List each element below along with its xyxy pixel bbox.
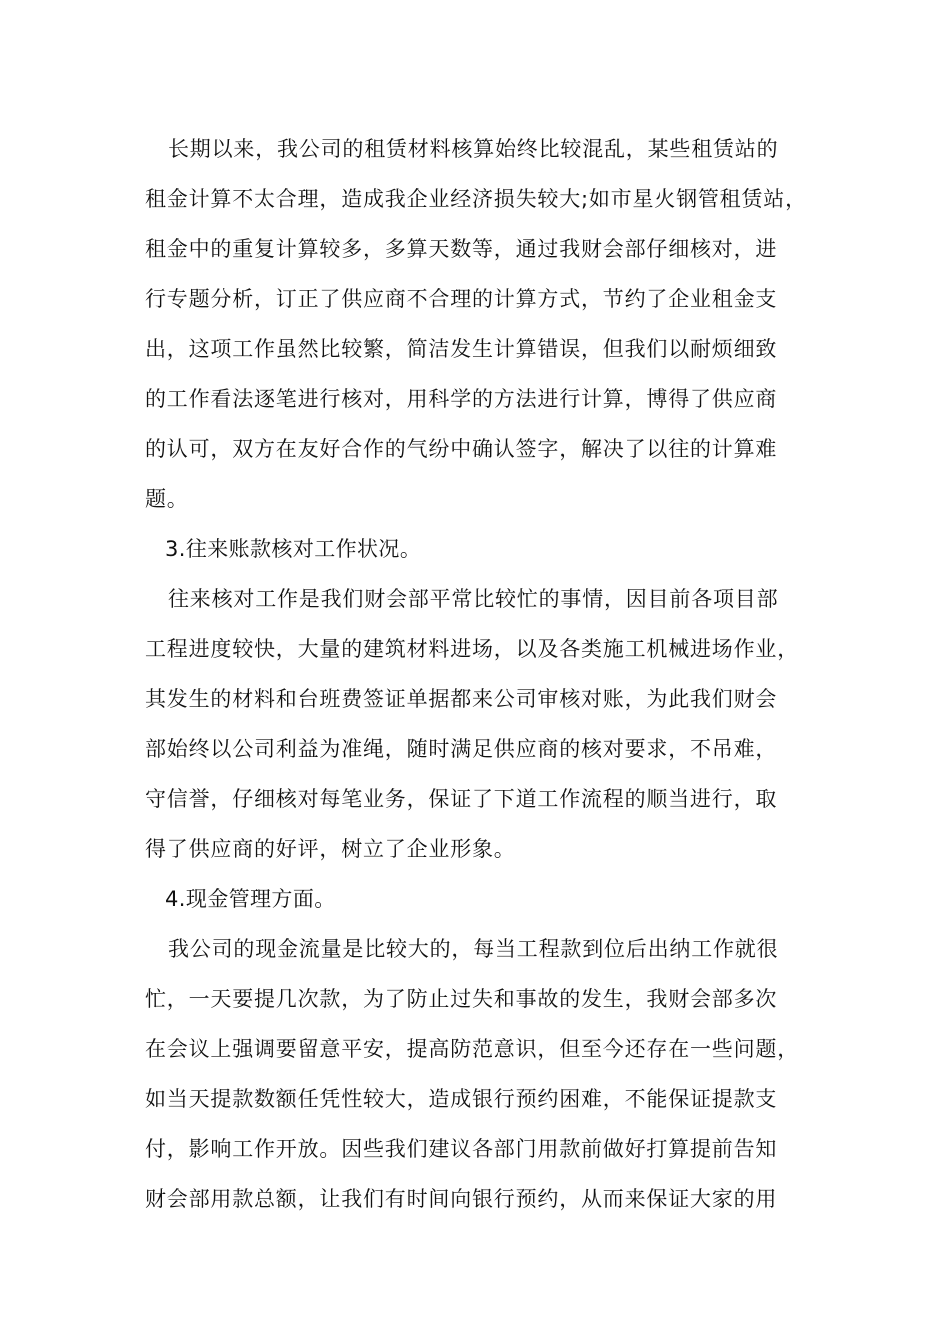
paragraph-line: 租金中的重复计算较多，多算天数等，通过我财会部仔细核对，进 xyxy=(145,237,778,261)
paragraph-line: 其发生的材料和台班费签证单据都来公司审核对账，为此我们财会 xyxy=(145,687,778,711)
paragraph-line: 我公司的现金流量是比较大的，每当工程款到位后出纳工作就很 xyxy=(168,937,779,961)
paragraph-line: 的认可，双方在友好合作的气纷中确认签字，解决了以往的计算难 xyxy=(145,437,778,461)
paragraph-line: 付，影响工作开放。因些我们建议各部门用款前做好打算提前告知 xyxy=(145,1137,778,1161)
paragraph-line: 题。 xyxy=(145,487,189,511)
paragraph-line: 行专题分析，订正了供应商不合理的计算方式，节约了企业租金支 xyxy=(145,287,778,311)
paragraph-line: 出，这项工作虽然比较繁，简洁发生计算错误，但我们以耐烦细致 xyxy=(145,337,778,361)
paragraph-line: 的工作看法逐笔进行核对，用科学的方法进行计算，博得了供应商 xyxy=(145,387,778,411)
paragraph-line: 如当天提款数额任凭性较大，造成银行预约困难，不能保证提款支 xyxy=(145,1087,778,1111)
paragraph-line: 守信誉，仔细核对每笔业务，保证了下道工作流程的顺当进行，取 xyxy=(145,787,778,811)
paragraph-line: 租金计算不太合理，造成我企业经济损失较大;如市星火钢管租赁站， xyxy=(145,187,807,211)
paragraph-line: 得了供应商的好评，树立了企业形象。 xyxy=(145,837,516,861)
paragraph-line: 忙，一天要提几次款，为了防止过失和事故的发生，我财会部多次 xyxy=(145,987,778,1011)
paragraph-line: 部始终以公司利益为准绳，随时满足供应商的核对要求，不吊难， xyxy=(145,737,778,761)
paragraph-line: 财会部用款总额，让我们有时间向银行预约，从而来保证大家的用 xyxy=(145,1187,778,1211)
paragraph-line: 长期以来，我公司的租赁材料核算始终比较混乱，某些租赁站的 xyxy=(168,137,779,161)
section-heading: 4.现金管理方面。 xyxy=(165,887,336,911)
section-heading: 3.往来账款核对工作状况。 xyxy=(165,537,422,561)
paragraph-line: 工程进度较快，大量的建筑材料进场，以及各类施工机械进场作业， xyxy=(145,637,799,661)
paragraph-line: 在会议上强调要留意平安，提高防范意识，但至今还存在一些问题， xyxy=(145,1037,799,1061)
paragraph-line: 往来核对工作是我们财会部平常比较忙的事情，因目前各项目部 xyxy=(168,587,779,611)
